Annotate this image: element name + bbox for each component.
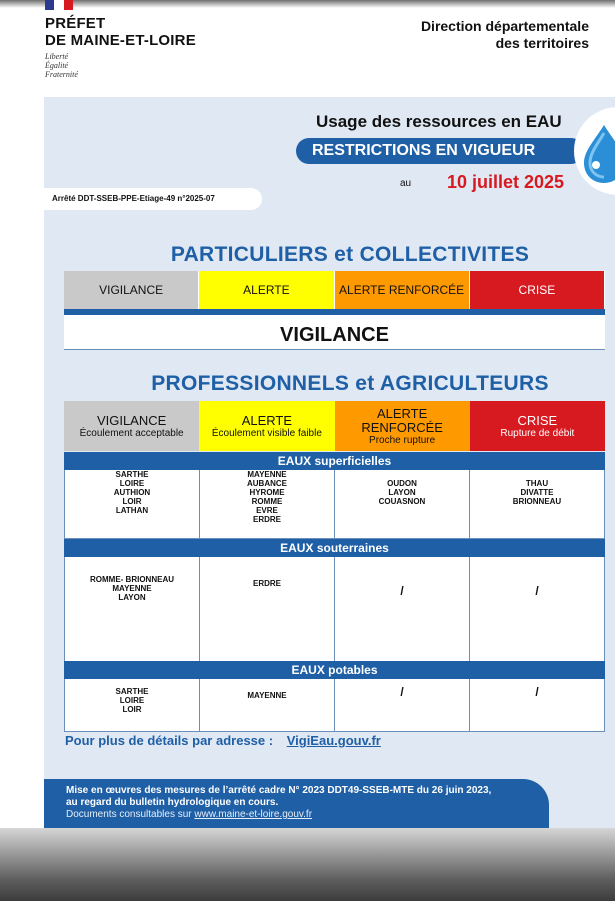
pro-level-subtitle: Proche rupture (369, 434, 436, 446)
maine-et-loire-link[interactable]: www.maine-et-loire.gouv.fr (194, 809, 313, 820)
restrictions-banner: RESTRICTIONS EN VIGUEUR (296, 138, 584, 164)
basin-name: ERDRE (252, 515, 281, 524)
souterraines-row (64, 557, 605, 662)
footer-line3 (66, 809, 549, 821)
pro-level-crise (470, 401, 605, 451)
restriction-date: 10 juillet 2025 (447, 172, 565, 192)
empty-slash: / (535, 584, 539, 598)
basin-name: SARTHE (115, 470, 149, 479)
souterraines-vigilance-cell (64, 557, 200, 661)
footer-line3-prefix: Documents consultables sur (66, 809, 195, 820)
ddt-line1: Direction départementale (420, 18, 589, 34)
section-eaux-superficielles: EAUX superficielles (64, 452, 605, 470)
water-drop-icon (574, 107, 615, 195)
prefet-line2: DE MAINE-ET-LOIRE (45, 32, 196, 49)
basin-name: MAYENNE (247, 470, 287, 479)
basin-name: AUBANCE (247, 479, 287, 488)
potables-alerte-cell (200, 679, 335, 731)
superficielles-renforcee-cell (335, 470, 470, 538)
basin-name: HYROME (249, 488, 285, 497)
basin-name: LOIRE (119, 696, 145, 705)
basin-name: LATHAN (115, 506, 149, 515)
marianne-flag (45, 0, 73, 10)
pro-level-title: ALERTE RENFORCÉE (361, 405, 443, 435)
arrete-reference: Arrêté DDT-SSEB-PPE-Etiage-49 n°2025-07 (40, 188, 262, 210)
motto-liberte: Liberté (45, 52, 69, 61)
souterraines-alerte-cell (200, 557, 335, 661)
top-shadow (0, 0, 615, 8)
basin-name: LAYON (118, 593, 146, 602)
professionnels-heading: PROFESSIONNELS et AGRICULTEURS (151, 372, 549, 395)
level-alerte-renforcee: ALERTE RENFORCÉE (335, 271, 470, 309)
pro-level-subtitle: Rupture de débit (500, 427, 575, 439)
particuliers-current-level: VIGILANCE (64, 315, 605, 350)
pro-level-subtitle: Écoulement visible faible (211, 427, 322, 439)
ddt-title (421, 18, 589, 52)
basin-name: MAYENNE (112, 584, 152, 593)
empty-slash: / (400, 685, 404, 699)
footer-note (44, 779, 549, 831)
potables-renforcee-cell (335, 679, 470, 731)
basin-name: THAU (525, 479, 549, 488)
level-alerte: ALERTE (199, 271, 334, 309)
usage-title: Usage des ressources en EAU (316, 112, 562, 131)
motto-fraternite: Fraternité (45, 70, 78, 79)
republic-motto (45, 52, 78, 79)
details-line (65, 733, 381, 748)
basin-name: LAYON (388, 488, 416, 497)
ddt-line2: des territoires (495, 35, 589, 51)
superficielles-row (64, 470, 605, 539)
basin-name: AUTHION (113, 488, 151, 497)
pro-level-title: ALERTE (241, 412, 293, 428)
superficielles-crise-cell (470, 470, 605, 538)
vigieau-link[interactable]: VigiEau.gouv.fr (286, 733, 381, 748)
basin-name: LOIR (122, 705, 142, 714)
pro-level-subtitle: Écoulement acceptable (79, 427, 184, 439)
souterraines-crise-cell (470, 557, 605, 661)
level-vigilance: VIGILANCE (64, 271, 199, 309)
pro-level-alerte (199, 401, 334, 451)
basin-name: ROMME (251, 497, 283, 506)
empty-slash: / (400, 584, 404, 598)
potables-row (64, 679, 605, 732)
footer-line1: Mise en œuvres des mesures de l’arrêté cadre N° 2023 DDT49-SSEB-MTE du 26 juin 2023, (66, 785, 492, 796)
superficielles-vigilance-cell (64, 470, 200, 538)
empty-slash: / (535, 685, 539, 699)
particuliers-heading: PARTICULIERS et COLLECTIVITES (170, 243, 530, 266)
section-eaux-souterraines: EAUX souterraines (64, 539, 605, 557)
potables-vigilance-cell (64, 679, 200, 731)
basin-name: BRIONNEAU (512, 497, 562, 506)
particuliers-levels (64, 271, 605, 309)
basin-name: ERDRE (252, 579, 281, 588)
pro-level-title: CRISE (517, 412, 558, 428)
superficielles-alerte-cell (200, 470, 335, 538)
basin-name: SARTHE (115, 687, 149, 696)
basin-name: LOIR (122, 497, 142, 506)
prefet-line1: PRÉFET (45, 15, 106, 32)
pro-level-title: VIGILANCE (96, 412, 167, 428)
professionnels-levels (64, 401, 605, 451)
basin-name: OUDON (387, 479, 417, 488)
details-text: Pour plus de détails par adresse : (65, 733, 274, 748)
motto-egalite: Égalité (45, 61, 69, 70)
bottom-shadow (0, 828, 615, 901)
date-prefix: au (400, 178, 412, 189)
level-crise: CRISE (470, 271, 605, 309)
drop-badge (574, 107, 615, 195)
footer-line2: au regard du bulletin hydrologique en cours. (66, 797, 279, 808)
basin-name: ROMME- BRIONNEAU (90, 575, 174, 584)
basin-name: LOIRE (119, 479, 145, 488)
pro-level-alerte-renforcee (335, 401, 470, 451)
pro-level-vigilance (64, 401, 199, 451)
section-eaux-potables: EAUX potables (64, 661, 605, 679)
potables-crise-cell (470, 679, 605, 731)
prefet-logo (45, 15, 196, 49)
basin-name: MAYENNE (247, 691, 287, 700)
souterraines-renforcee-cell (335, 557, 470, 661)
basin-name: COUASNON (378, 497, 426, 506)
basin-name: EVRE (256, 506, 278, 515)
basin-name: DIVATTE (520, 488, 554, 497)
